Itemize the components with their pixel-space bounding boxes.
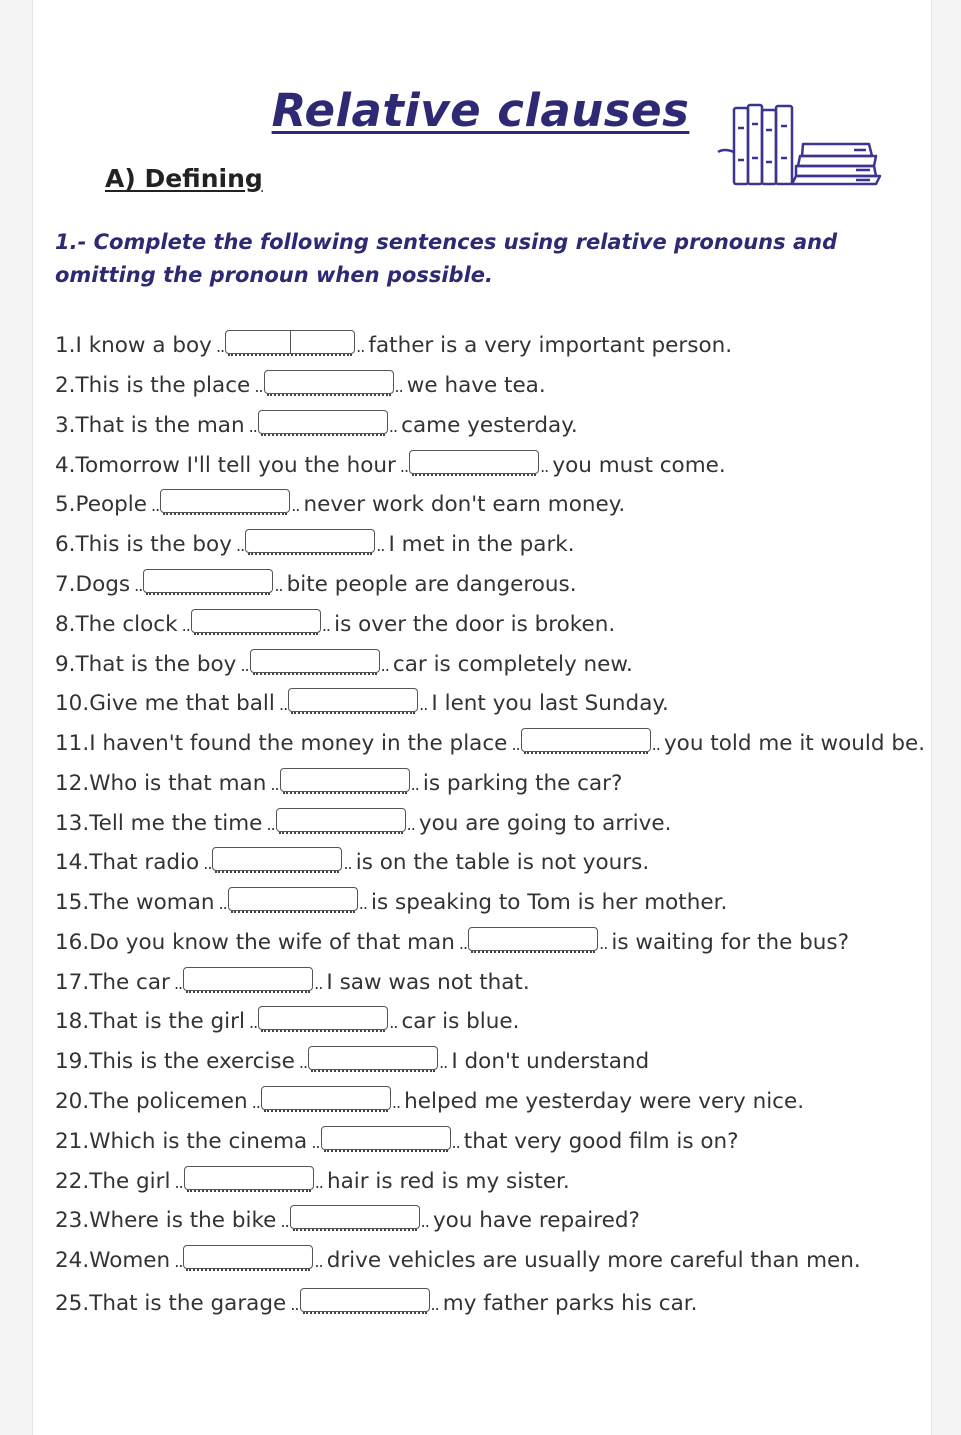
dotted-leader: .. <box>244 417 257 436</box>
sentence-item <box>55 528 575 562</box>
sentence-end: you have repaired? <box>432 1208 640 1233</box>
sentence-end: I lent you last Sunday. <box>431 691 669 716</box>
dotted-leader: .. <box>266 775 279 794</box>
sentence-item <box>55 1045 649 1079</box>
sentence-start: 16.Do you know the wife of that man <box>55 930 455 955</box>
dotted-leader: .. <box>169 974 183 993</box>
sentence-start: 21.Which is the cinema <box>55 1129 308 1154</box>
sentence-start: 15.The woman <box>55 890 215 915</box>
answer-blank[interactable] <box>300 1288 430 1312</box>
sentence-end: I don't understand <box>451 1049 650 1074</box>
dotted-leader: .. <box>314 1173 327 1192</box>
answer-blank[interactable] <box>290 1205 420 1229</box>
dotted-leader: .. <box>454 934 468 953</box>
sentence-end: that very good film is on? <box>463 1129 739 1154</box>
sentence-end: bite people are dangerous. <box>286 572 577 597</box>
answer-blank[interactable] <box>212 847 342 871</box>
dotted-leader: .. <box>419 695 432 714</box>
sentence-end: hair is red is my sister. <box>326 1169 570 1194</box>
dotted-leader: .. <box>395 457 409 476</box>
sentence-end: drive vehicles are usually more careful than men. <box>326 1248 861 1273</box>
dotted-leader: .. <box>170 1173 183 1192</box>
sentence-start: 11.I haven't found the money in the place <box>55 731 508 756</box>
answer-blank[interactable] <box>288 688 418 712</box>
sentence-end: I met in the park. <box>388 532 575 557</box>
dotted-leader: .. <box>262 815 275 834</box>
sentence-item <box>55 1085 804 1119</box>
answer-blank[interactable] <box>183 1245 313 1269</box>
sentence-item <box>55 966 530 1000</box>
answer-blank[interactable] <box>245 529 375 553</box>
dotted-leader: .. <box>394 377 407 396</box>
answer-blank[interactable] <box>308 1046 438 1070</box>
sentence-end: is on the table is not yours. <box>355 850 650 875</box>
sentence-item <box>55 488 625 522</box>
sentence-item <box>55 1005 519 1039</box>
answer-blank[interactable] <box>250 649 380 673</box>
sentence-end: is waiting for the bus? <box>611 930 850 955</box>
dotted-leader: .. <box>651 735 664 754</box>
dotted-leader: .. <box>388 417 402 436</box>
dotted-leader: .. <box>599 934 612 953</box>
sentence-item <box>55 449 726 483</box>
dotted-leader: .. <box>177 616 190 635</box>
sentence-start: 8.The clock <box>55 612 178 637</box>
sentence-start: 14.That radio <box>55 850 200 875</box>
section-heading: A) Defining <box>105 164 263 193</box>
dotted-leader: .. <box>356 337 369 356</box>
page-title: Relative clauses <box>271 84 690 137</box>
sentence-end: is over the door is broken. <box>334 612 616 637</box>
dotted-leader: .. <box>391 1093 405 1112</box>
dotted-leader: .. <box>231 536 245 555</box>
sentence-start: 10.Give me that ball <box>55 691 275 716</box>
sentence-start: 23.Where is the bike <box>55 1208 277 1233</box>
sentence-item <box>55 1165 570 1199</box>
sentence-item <box>55 1287 697 1321</box>
answer-blank[interactable] <box>225 330 355 354</box>
dotted-leader: .. <box>406 815 419 834</box>
sentence-item <box>55 807 671 841</box>
sentence-end: came yesterday. <box>401 413 578 438</box>
sentence-start: 20.The policemen <box>55 1089 248 1114</box>
dotted-leader: .. <box>376 536 389 555</box>
answer-blank[interactable] <box>228 887 358 911</box>
books-icon <box>716 100 882 190</box>
answer-blank[interactable] <box>276 808 406 832</box>
answer-blank[interactable] <box>258 1006 388 1030</box>
sentence-end: is speaking to Tom is her mother. <box>371 890 728 915</box>
dotted-leader: .. <box>307 1133 320 1152</box>
dotted-leader: .. <box>146 496 160 515</box>
dotted-leader: .. <box>286 1295 299 1314</box>
sentence-start: 4.Tomorrow I'll tell you the hour <box>55 453 396 478</box>
dotted-leader: .. <box>439 1053 452 1072</box>
sentence-end: I saw was not that. <box>326 970 530 995</box>
answer-blank[interactable] <box>160 489 290 513</box>
sentence-start: 17.The car <box>55 970 170 995</box>
answer-blank[interactable] <box>468 927 598 951</box>
dotted-leader: .. <box>410 775 423 794</box>
dotted-leader: .. <box>389 1013 402 1032</box>
answer-blank[interactable] <box>321 1126 451 1150</box>
answer-blank[interactable] <box>280 768 410 792</box>
answer-blank[interactable] <box>143 569 273 593</box>
dotted-leader: .. <box>314 1252 327 1271</box>
sentence-start: 7.Dogs <box>55 572 131 597</box>
answer-blank[interactable] <box>521 728 651 752</box>
sentence-item <box>55 886 727 920</box>
dotted-leader: .. <box>321 616 335 635</box>
dotted-leader: .. <box>236 656 249 675</box>
dotted-leader: .. <box>358 894 372 913</box>
sentence-item <box>55 846 649 880</box>
sentence-end: never work don't earn money. <box>303 492 626 517</box>
sentence-start: 5.People <box>55 492 147 517</box>
sentence-end: car is completely new. <box>392 652 633 677</box>
sentence-item <box>55 727 925 761</box>
answer-blank[interactable] <box>409 450 539 474</box>
answer-blank[interactable] <box>183 967 313 991</box>
dotted-leader: .. <box>451 1133 464 1152</box>
sentence-start: 1.I know a boy <box>55 333 212 358</box>
answer-blank[interactable] <box>191 609 321 633</box>
sentence-item <box>55 329 732 363</box>
sentence-end: is parking the car? <box>422 771 623 796</box>
dotted-leader: .. <box>343 854 356 873</box>
dotted-leader: .. <box>507 735 520 754</box>
answer-blank[interactable] <box>264 370 394 394</box>
sentence-start: 13.Tell me the time <box>55 811 263 836</box>
sentence-start: 19.This is the exercise <box>55 1049 295 1074</box>
sentence-start: 2.This is the place <box>55 373 251 398</box>
sentence-item <box>55 1244 861 1278</box>
sentence-start: 24.Women <box>55 1248 171 1273</box>
answer-blank[interactable] <box>261 1086 391 1110</box>
dotted-leader: .. <box>130 576 143 595</box>
dotted-leader: .. <box>420 1212 433 1231</box>
dotted-leader: .. <box>294 1053 308 1072</box>
dotted-leader: .. <box>214 894 227 913</box>
sentence-item <box>55 1204 640 1238</box>
dotted-leader: .. <box>314 974 327 993</box>
dotted-leader: .. <box>274 695 288 714</box>
dotted-leader: .. <box>211 337 225 356</box>
dotted-leader: .. <box>247 1093 260 1112</box>
dotted-leader: .. <box>244 1013 258 1032</box>
sentence-end: you are going to arrive. <box>418 811 672 836</box>
sentence-item <box>55 568 577 602</box>
sentence-start: 25.That is the garage <box>55 1291 287 1316</box>
sentence-start: 22.The girl <box>55 1169 171 1194</box>
sentence-item <box>55 608 615 642</box>
sentence-item <box>55 369 546 403</box>
dotted-leader: .. <box>274 576 287 595</box>
answer-blank[interactable] <box>258 410 388 434</box>
sentence-start: 6.This is the boy <box>55 532 232 557</box>
sentence-item <box>55 648 633 682</box>
sentence-start: 3.That is the man <box>55 413 245 438</box>
dotted-leader: .. <box>380 656 393 675</box>
dotted-leader: .. <box>540 457 553 476</box>
sentence-end: you told me it would be. <box>663 731 926 756</box>
sentence-start: 9.That is the boy <box>55 652 237 677</box>
sentence-item <box>55 926 849 960</box>
sentence-item <box>55 409 578 443</box>
sentence-end: car is blue. <box>401 1009 520 1034</box>
sentence-end: you must come. <box>552 453 726 478</box>
sentence-item <box>55 767 622 801</box>
dotted-leader: .. <box>430 1295 443 1314</box>
dotted-leader: .. <box>276 1212 289 1231</box>
dotted-leader: .. <box>291 496 304 515</box>
instructions: 1.- Complete the following sentences using relative pronouns and omitting the pronoun when possible. <box>55 230 838 287</box>
sentence-end: helped me yesterday were very nice. <box>404 1089 805 1114</box>
sentence-start: 12.Who is that man <box>55 771 267 796</box>
sentence-item <box>55 687 669 721</box>
sentence-item <box>55 1125 739 1159</box>
dotted-leader: .. <box>250 377 263 396</box>
sentence-end: we have tea. <box>406 373 546 398</box>
dotted-leader: .. <box>170 1252 183 1271</box>
sentence-end: father is a very important person. <box>368 333 733 358</box>
answer-blank[interactable] <box>184 1166 314 1190</box>
dotted-leader: .. <box>199 854 212 873</box>
sentence-end: my father parks his car. <box>442 1291 698 1316</box>
sentence-start: 18.That is the girl <box>55 1009 245 1034</box>
